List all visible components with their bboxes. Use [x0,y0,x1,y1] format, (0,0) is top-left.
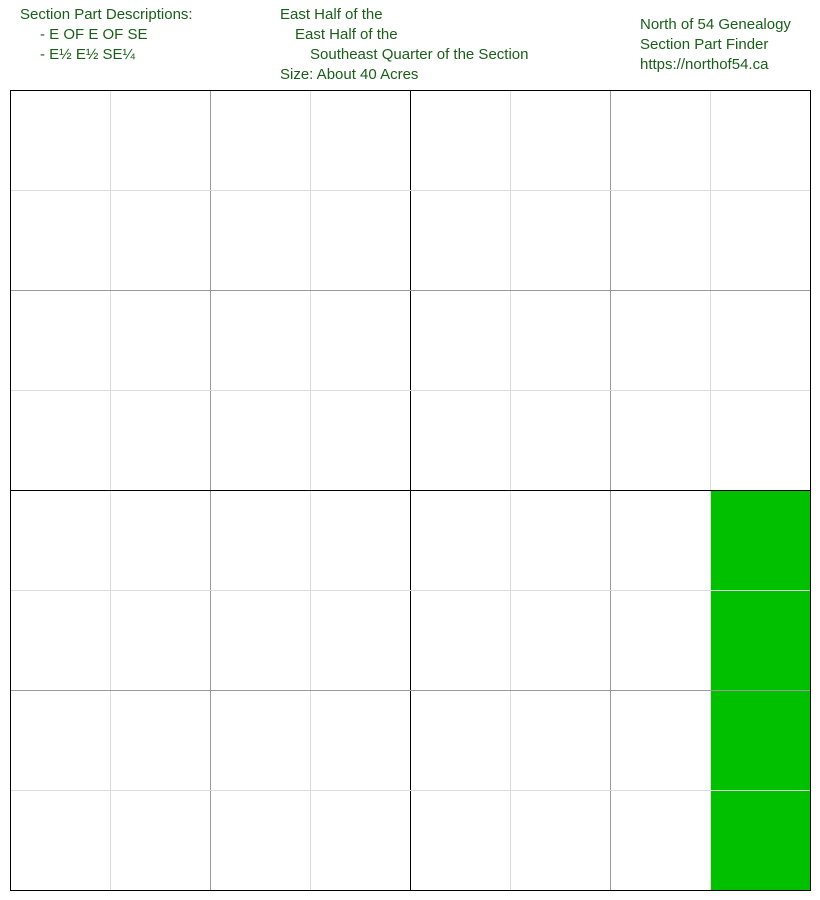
breakdown-line-2: East Half of the [295,26,398,43]
site-url[interactable]: https://northof54.ca [640,56,769,73]
highlighted-cell [711,691,811,791]
site-name: North of 54 Genealogy [640,16,791,33]
highlighted-cell [711,591,811,691]
highlighted-cell [711,791,811,891]
description-item-2: - E½ E½ SE¼ [40,46,136,63]
breakdown-line-1: East Half of the [280,6,383,23]
highlighted-cell [711,491,811,591]
descriptions-heading: Section Part Descriptions: [20,6,193,23]
description-item-1: - E OF E OF SE [40,26,148,43]
breakdown-line-3: Southeast Quarter of the Section [310,46,529,63]
tool-name: Section Part Finder [640,36,769,53]
size-label: Size: About 40 Acres [280,66,419,83]
